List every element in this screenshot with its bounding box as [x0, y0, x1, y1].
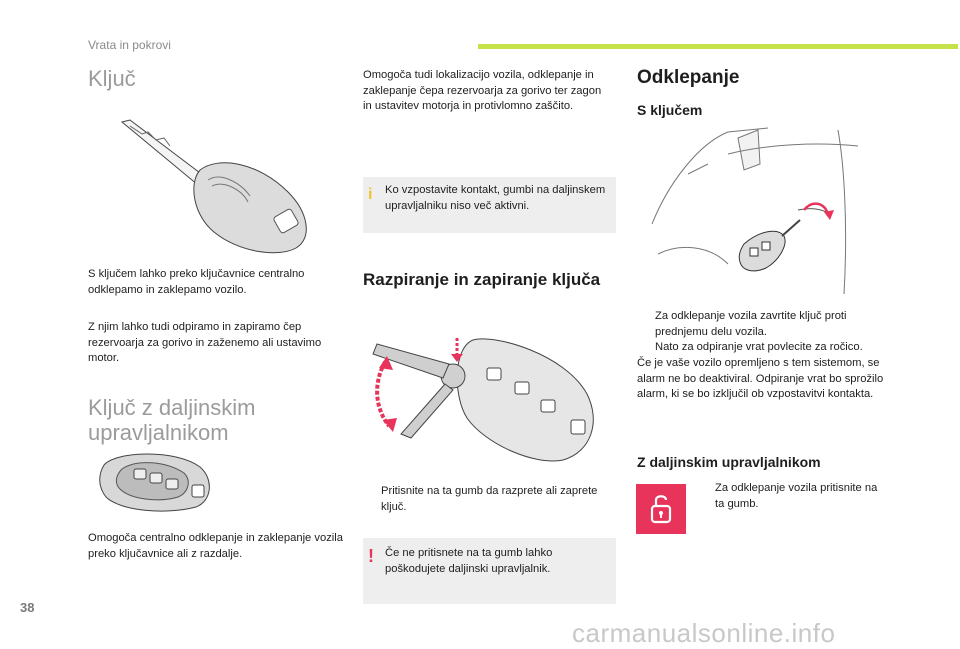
- with-key-subtitle: S ključem: [637, 102, 703, 118]
- info-note-text: Ko vzpostavite kontakt, gumbi na daljinskem upravljalniku niso več aktivni.: [385, 184, 606, 212]
- remote-features-paragraph: Omogoča tudi lokalizacijo vozila, odklepanje in zaklepanje čepa rezervoarja za gorivo ter zagon in ustavitev motorja in protivlomno zaščito.: [363, 69, 602, 112]
- unfold-key-title: Razpiranje in zapiranje ključa: [363, 270, 601, 289]
- warning-note-text: Če ne pritisnete na ta gumb lahko poškodujete daljinski upravljalnik.: [385, 547, 553, 575]
- remote-key-illustration: [96, 445, 216, 515]
- car-door-illustration: [648, 124, 868, 299]
- info-note: [363, 177, 616, 233]
- bullet-icon: [637, 309, 655, 340]
- bullet-icon: [637, 340, 655, 356]
- unlocking-title: Odklepanje: [637, 67, 740, 88]
- watermark: carmanualsonline.info: [572, 618, 836, 648]
- info-icon: i: [368, 186, 373, 203]
- unlock-button-icon: [636, 484, 686, 534]
- key-unlock-step-2-text: Nato za odpiranje vrat povlecite za ročico.: [655, 341, 863, 353]
- unfold-instruction-text: Pritisnite na ta gumb da razprete ali zaprete ključ.: [381, 485, 598, 513]
- folding-key-illustration: [365, 334, 605, 464]
- page-number: 38: [20, 600, 35, 615]
- remote-unlock-step: [697, 481, 889, 512]
- key-unlock-step-2: [637, 340, 887, 356]
- key-paragraph-2: Z njim lahko tudi odpiramo in zapiramo čep rezervoarja za gorivo in zaženemo ali ustavimo motor.: [88, 321, 322, 364]
- key-illustration: [108, 112, 328, 260]
- bullet-icon: [697, 481, 715, 512]
- remote-key-paragraph: Omogoča centralno odklepanje in zaklepanje vozila preko ključavnice ali z razdalje.: [88, 532, 343, 560]
- key-paragraph-1: S ključem lahko preko ključavnice centralno odklepamo in zaklepamo vozilo.: [88, 268, 305, 296]
- remote-unlock-step-text: Za odklepanje vozila pritisnite na ta gumb.: [715, 482, 878, 510]
- bullet-icon: [363, 484, 381, 515]
- running-header: Vrata in pokrovi: [88, 38, 171, 52]
- with-remote-subtitle: Z daljinskim upravljalnikom: [637, 454, 821, 470]
- unfold-instruction: [363, 484, 613, 515]
- warning-note: [363, 538, 616, 604]
- key-unlock-step-1: [637, 309, 887, 340]
- alarm-paragraph: Če je vaše vozilo opremljeno s tem sistemom, se alarm ne bo deaktiviral. Odpiranje vrat bo sprožilo alarm, ki se bo izključil ob vzpostavitvi kontakta.: [637, 357, 884, 400]
- key-title: Ključ: [88, 66, 136, 91]
- warning-icon: !: [368, 546, 374, 566]
- remote-key-title: Ključ z daljinskim upravljalnikom: [88, 395, 256, 445]
- key-unlock-step-1-text: Za odklepanje vozila zavrtite ključ proti prednjemu delu vozila.: [655, 310, 847, 338]
- section-color-bar: [478, 44, 958, 49]
